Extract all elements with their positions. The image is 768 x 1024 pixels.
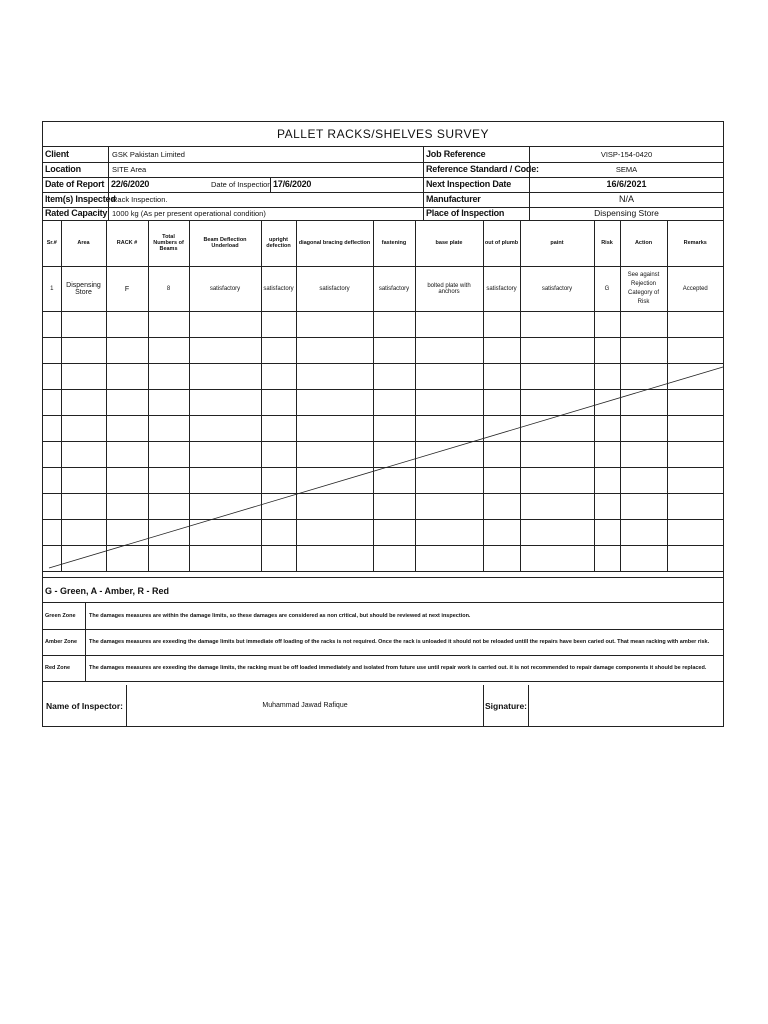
- location-value: SITE Area: [108, 162, 423, 177]
- table-row: [43, 520, 723, 546]
- manufacturer-label: Manufacturer: [423, 192, 529, 207]
- info-row-location: [43, 162, 723, 178]
- green-zone-text: The damages measures are within the damage limits, so these damages are considered as non critical, but should be reviewed at next inspection.: [89, 613, 471, 619]
- col-paint: paint: [520, 220, 594, 267]
- inspection-table: [43, 220, 723, 572]
- green-zone-label: Green Zone: [43, 603, 86, 629]
- signature-label: Signature:: [483, 685, 528, 727]
- red-zone-text: The damages measures are exeeding the damage limits, the racking must be off loaded immediately and isolated from future use until repair work is carried out. it is not recommended to repair damage components it should be replaced.: [89, 665, 707, 671]
- survey-sheet: [42, 121, 724, 727]
- table-row: [43, 494, 723, 520]
- ref-std-value: SEMA: [529, 162, 723, 177]
- date-inspection-label: Date of Inspection: [211, 180, 272, 189]
- col-rack: RACK #: [106, 220, 148, 267]
- amber-zone-label: Amber Zone: [43, 629, 86, 655]
- info-row-client: [43, 147, 723, 163]
- col-risk: Risk: [594, 220, 620, 267]
- table-row: [43, 364, 723, 390]
- red-zone-label: Red Zone: [43, 655, 86, 681]
- col-upright: upright defection: [261, 220, 296, 267]
- table-row: [43, 390, 723, 416]
- col-beam-deflection: Beam Deflection Underload: [189, 220, 261, 267]
- inspector-name: Muhammad Jawad Rafique: [126, 685, 483, 727]
- signature-field[interactable]: [528, 685, 723, 727]
- table-row: [43, 416, 723, 442]
- job-ref-label: Job Reference: [423, 147, 529, 162]
- ref-std-label: Reference Standard / Code:: [423, 162, 529, 177]
- info-row-date: [43, 177, 723, 193]
- col-area: Area: [61, 220, 106, 267]
- info-row-items: [43, 192, 723, 208]
- amber-zone-row: [43, 629, 723, 656]
- col-remarks: Remarks: [667, 220, 723, 267]
- page-title: PALLET RACKS/SHELVES SURVEY: [43, 122, 723, 147]
- location-label: Location: [45, 164, 81, 174]
- date-inspection-value: 17/6/2020: [270, 177, 423, 192]
- col-diagonal: diagonal bracing deflection: [296, 220, 373, 267]
- info-row-capacity: [43, 207, 723, 221]
- amber-zone-text: The damages measures are exeeding the damage limits but immediate off loading of the racks is not required. Once the rack is unloaded it should not be reloaded untill the repairs have been caried out. That mean racking with amber risk.: [89, 639, 710, 645]
- col-base-plate: base plate: [415, 220, 483, 267]
- table-row: [43, 312, 723, 338]
- date-report-label: Date of Report: [45, 179, 105, 189]
- table-row: [43, 468, 723, 494]
- next-insp-label: Next Inspection Date: [423, 177, 529, 192]
- place-value: Dispensing Store: [529, 207, 723, 220]
- risk-legend-title: G - Green, A - Amber, R - Red: [43, 577, 723, 603]
- job-ref-value: VISP-154-0420: [529, 147, 723, 162]
- inspector-label: Name of Inspector:: [46, 701, 123, 711]
- client-value: GSK Pakistan Limited: [108, 147, 423, 162]
- table-header-row: [43, 220, 723, 267]
- red-zone-row: [43, 655, 723, 682]
- col-fastening: fastening: [373, 220, 415, 267]
- items-value: Rack Inspection.: [108, 192, 423, 207]
- col-action: Action: [620, 220, 667, 267]
- table-row: [43, 442, 723, 468]
- col-sr: Sr.#: [43, 220, 61, 267]
- client-label: Client: [45, 149, 69, 159]
- next-insp-value: 16/6/2021: [529, 177, 723, 192]
- capacity-value: 1000 kg (As per present operational condition): [108, 207, 423, 220]
- date-report-value: 22/6/2020: [108, 177, 208, 192]
- items-label: Item(s) Inspected: [45, 194, 116, 204]
- table-row: 1 Dispensing Store F 8 satisfactory satisfactory satisfactory satisfactory bolted plate with anchors satisfactory satisfactory G See against Rejection Category of Risk Accepted: [43, 267, 723, 312]
- table-row: [43, 338, 723, 364]
- green-zone-row: [43, 603, 723, 630]
- manufacturer-value: N/A: [529, 192, 723, 207]
- col-plumb: out of plumb: [483, 220, 520, 267]
- capacity-label: Rated Capacity: [45, 208, 108, 218]
- signoff-row: [43, 685, 723, 727]
- col-beams: Total Numbers of Beams: [148, 220, 189, 267]
- place-label: Place of Inspection: [423, 207, 529, 220]
- table-row: [43, 546, 723, 572]
